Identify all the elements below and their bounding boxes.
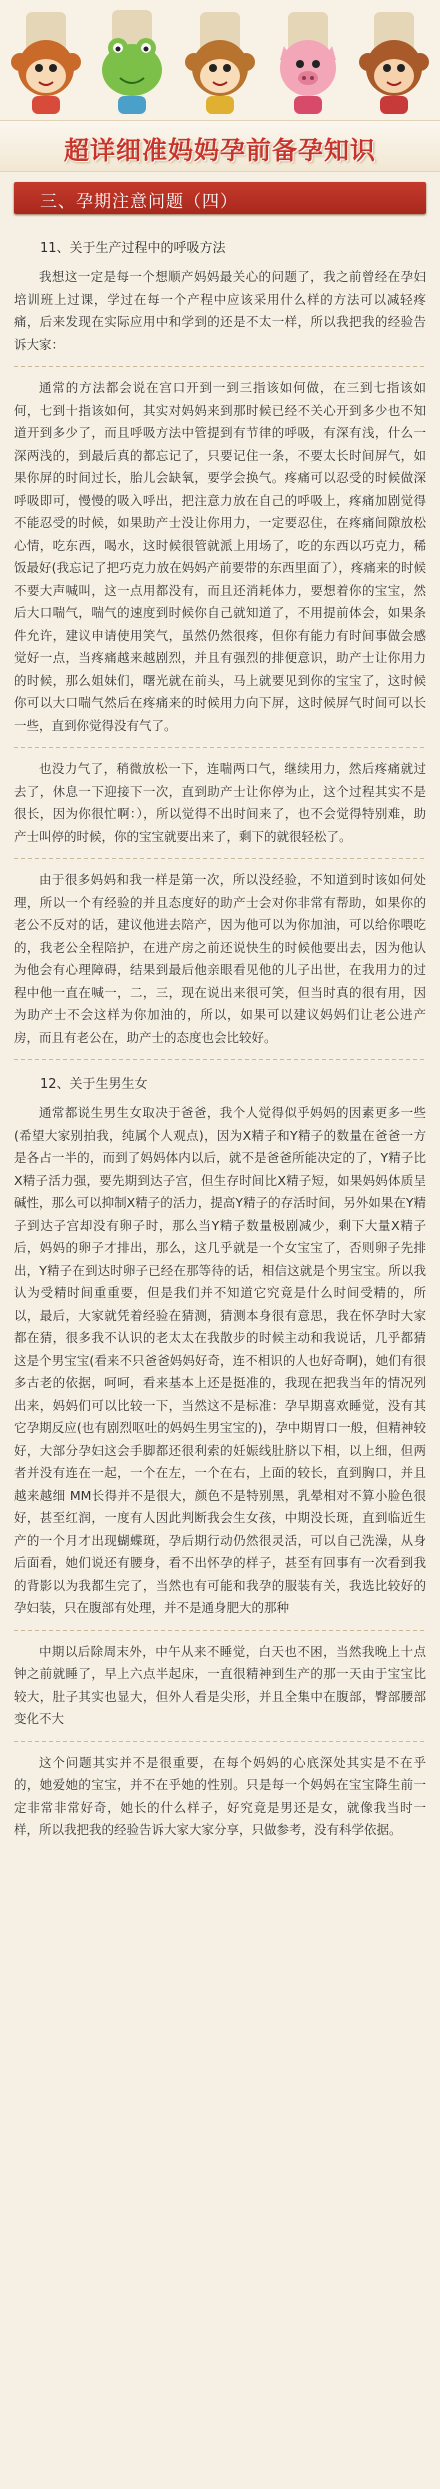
paragraph: 通常都说生男生女取决于爸爸，我个人觉得似乎妈妈的因素更多一些(希望大家别拍我，纯属个人观点)，因为X精子和Y精子的数量在爸爸一方是各占一半的，而到了妈妈体内以后，就不是爸爸所能决定的了，Y精子比X精子活力强，要先期到达子宫，但生存时间比X精子短，如果妈妈体质呈碱性，那么可以抑制X精子的活力，提高Y精子的存活时间，另外如果在Y精子到达子宫却没有卵子时，那么当Y精子数量极剧减少，剩下大量X精子后，妈妈的卵子才排出，那么，这几乎就是一个女宝宝了，否则卵子先排出，Y精子在到达时卵子已经在那等待的话，相信这就是个男宝宝。所以我认为受精时间重重要，但是我们并不知道它究竟是什么时间受精的，所以，最后，大家就凭着经验在猜测，猜测本身很有意思，我在怀孕时大家都在猜，很多我不认识的老太太在我散步的时候主动和我说话，几乎都猜这是个男宝宝(看来不只爸爸妈妈好奇，连不相识的人也好奇啊)，她们有很多古老的依据，呵呵，看来基本上还是挺准的，我现在把我当年的情况列出来，妈妈们可以比较一下，当然这不是标准：孕早期喜欢睡觉，没有其它孕期反应(也有剧烈呕吐的妈妈生男宝宝的)，孕中期胃口一般，但精神较好，大部分孕妇这会手脚都还很利索的妊娠线肚脐以下相，以上细，但两者并没有连在一起，一个在左，一个在右，上面的较长，直到胸口，并且越来越细 MM长得并不是很大，颜色不是特别黑，乳晕相对不算小脸色很好，甚至红润，一度有人因此判断我会生女孩，中期没长斑，直到临近生产的一个月才出现蝴蝶斑，孕后期行动仍然很灵活，可以自己洗澡，从身后面看，她们说还有腰身，看不出怀孕的样子，甚至有回事有一次看到我的背影以为我都生完了，当然也有可能和我孕的服装有关，我选比较好的孕妇装，只在腹部有处理，并不是通身肥大的那种 — [14, 1105, 426, 1615]
header — [0, 0, 440, 172]
divider — [14, 858, 426, 859]
divider — [14, 1630, 426, 1631]
article-content — [0, 224, 440, 1842]
item-title-gender: 12、关于生男生女 — [40, 1077, 148, 1092]
paragraph: 这个问题其实并不是很重要，在每个妈妈的心底深处其实是不在乎的，她爱她的宝宝，并不在乎她的性别。只是每一个妈妈在宝宝降生前一定非常非常好奇，她长的什么样子，好究竟是男还是女，就像我当时一样，所以我把我的经验告诉大家大家分享，只做参考，没有科学依据。 — [14, 1754, 426, 1837]
pig-mascot-icon — [268, 6, 348, 116]
item-title-breathing: 11、关于生产过程中的呼吸方法 — [40, 241, 226, 256]
divider — [14, 747, 426, 748]
monkey-mascot-icon — [180, 6, 260, 116]
paragraph: 中期以后除周末外，中午从来不睡觉，白天也不困，当然我晚上十点钟之前就睡了，早上六点半起床，一直很精神到生产的那一天由于宝宝比较大，肚子其实也显大，但外人看是尖形，并且全集中在腹部，臀部腰部变化不大 — [14, 1643, 426, 1726]
paragraph: 我想这一定是每一个想顺产妈妈最关心的问题了，我之前曾经在孕妇培训班上过课，学过在每一个产程中应该采用什么样的方法可以减轻疼痛，后来发现在实际应用中和学到的还是不太一样，所以我把我的经验告诉大家： — [14, 269, 426, 352]
frog-mascot-icon — [92, 6, 172, 116]
divider — [14, 1059, 426, 1060]
section-title: 三、孕期注意问题（四） — [40, 192, 238, 212]
monkey-mascot-icon — [354, 6, 434, 116]
section-header — [14, 182, 426, 214]
monkey-mascot-icon — [6, 6, 86, 116]
page-title: 超详细准妈妈孕前备孕知识 — [63, 136, 376, 165]
divider — [14, 366, 426, 367]
mascot-row — [0, 6, 440, 116]
paragraph: 由于很多妈妈和我一样是第一次，所以没经验，不知道到时该如何处理，所以一个有经验的并且态度好的助产士会对你非常有帮助，如果你的老公不反对的话，建议他进去陪产，因为他可以为你加油，可以给你喂吃的，我老公全程陪护，在进产房之前还说快生的时候他要出去，因为他认为他会有心理障碍，结果到最后他亲眼看见他的儿子出世，在我用力的过程中他一直在喊一，二，三，现在说出来很可笑，但当时真的很有用，因为助产士不会这样为你加油的，所以，如果可以建议妈妈们让老公进产房，而且有老公在，助产士的态度也会比较好。 — [14, 872, 426, 1045]
title-band — [0, 120, 440, 172]
paragraph: 也没力气了，稍微放松一下，连喘两口气，继续用力，然后疼痛就过去了，休息一下迎接下一次，直到助产士让你停为止，这个过程其实不是很长，因为你很忙啊：），所以觉得不出时间来了，也不会觉得特别难，助产士叫停的时候，你的宝宝就要出来了，剩下的就很轻松了。 — [14, 761, 426, 844]
divider — [14, 1741, 426, 1742]
paragraph: 通常的方法都会说在宫口开到一到三指该如何做，在三到七指该如何，七到十指该如何，其实对妈妈来到那时候已经不关心开到多少也不知道开到多少了，而且呼吸方法中管提到有节律的呼吸，有深有浅，什么一深两浅的，到最后真的都忘记了，只要记住一条，不要太长时间屏气，如果你屏的时间过长，胎儿会缺氧，要学会换气。疼痛可以忍受的时候做深呼吸即可，慢慢的吸入呼出，把注意力放在自己的呼吸上，疼痛加剧觉得不能忍受的时候，如果助产士没让你用力，一定要忍住，在疼痛间隙放松心情，吃东西，喝水，这时候很管就派上用场了，吃的东西以巧克力，稀饭最好(我忘记了把巧克力放在妈妈产前要带的东西里面了），疼痛来的时候不要大声喊叫，这一点用都没有，而且还消耗体力，要想着你的宝宝，然后大口喘气，喘气的速度到时候你自己就知道了，不用提前体会，如果条件允许，建议申请使用笑气，虽然仍然很疼，但你有能力有时间事做会感觉好一点，当疼痛越来越剧烈，并且有强烈的排便意识，助产士让你用力的时候，那么姐妹们，曙光就在前头，马上就要见到你的宝宝了，这时候你可以大口喘气然后在疼痛来的时候用力向下屏，这时候屏气时间可以长一些，直到你觉得没有气了。 — [14, 380, 426, 733]
